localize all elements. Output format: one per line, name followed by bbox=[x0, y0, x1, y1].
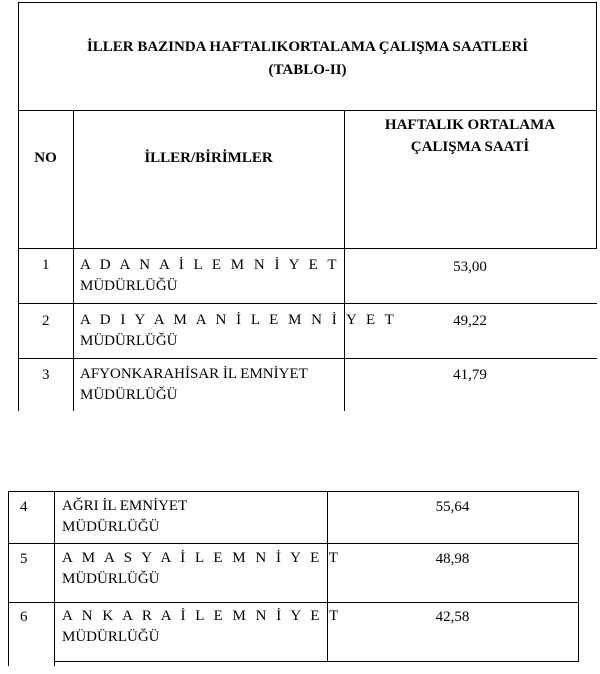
unit-name-line2: MÜDÜRLÜĞÜ bbox=[62, 519, 160, 535]
column-header-hours-line2: ÇALIŞMA SAATİ bbox=[410, 139, 530, 155]
unit-name-line2: MÜDÜRLÜĞÜ bbox=[80, 278, 178, 294]
unit-name: A D I Y A M A N İ L E M N İ Y E T bbox=[80, 312, 397, 328]
unit-name-line2: MÜDÜRLÜĞÜ bbox=[80, 333, 178, 349]
unit-name: A N K A R A İ L E M N İ Y E T bbox=[62, 608, 342, 624]
column-header-unit: İLLER/BİRİMLER bbox=[144, 150, 273, 166]
hours-value: 41,79 bbox=[453, 367, 487, 383]
border-line bbox=[578, 491, 579, 662]
unit-name-line2: MÜDÜRLÜĞÜ bbox=[80, 387, 178, 403]
row-number: 2 bbox=[42, 313, 50, 329]
table-subtitle: (TABLO-II) bbox=[268, 62, 347, 78]
column-header-hours: HAFTALIK ORTALAMA bbox=[384, 117, 556, 133]
border-line bbox=[18, 358, 597, 359]
border-line bbox=[54, 491, 55, 666]
hours-value: 42,58 bbox=[435, 609, 470, 625]
hours-value: 49,22 bbox=[453, 313, 487, 329]
table-title: İLLER BAZINDA HAFTALIKORTALAMA ÇALIŞMA SAATLERİ bbox=[86, 39, 529, 55]
unit-name: A D A N A İ L E M N İ Y E T bbox=[80, 257, 340, 273]
unit-name-line2: MÜDÜRLÜĞÜ bbox=[62, 571, 160, 587]
border-line bbox=[18, 248, 597, 249]
border-line bbox=[8, 602, 579, 603]
row-number: 4 bbox=[20, 499, 28, 515]
row-number: 1 bbox=[42, 257, 50, 273]
border-line bbox=[54, 661, 579, 662]
border-line bbox=[18, 110, 597, 111]
hours-value: 53,00 bbox=[453, 259, 487, 275]
column-header-no: NO bbox=[34, 150, 57, 166]
border-line bbox=[18, 2, 597, 3]
border-line bbox=[18, 303, 597, 304]
hours-value: 55,64 bbox=[435, 499, 470, 515]
unit-name: A M A S Y A İ L E M N İ Y E T bbox=[62, 550, 341, 566]
row-number: 3 bbox=[42, 367, 50, 383]
border-line bbox=[8, 543, 579, 544]
row-number: 6 bbox=[20, 609, 28, 625]
unit-name-line2: MÜDÜRLÜĞÜ bbox=[62, 629, 160, 645]
unit-name: AĞRI İL EMNİYET bbox=[62, 498, 188, 514]
border-line bbox=[8, 491, 579, 492]
hours-value: 48,98 bbox=[435, 551, 470, 567]
border-line bbox=[8, 491, 9, 666]
row-number: 5 bbox=[20, 551, 28, 567]
unit-name: AFYONKARAHİSAR İL EMNİYET bbox=[80, 366, 308, 382]
